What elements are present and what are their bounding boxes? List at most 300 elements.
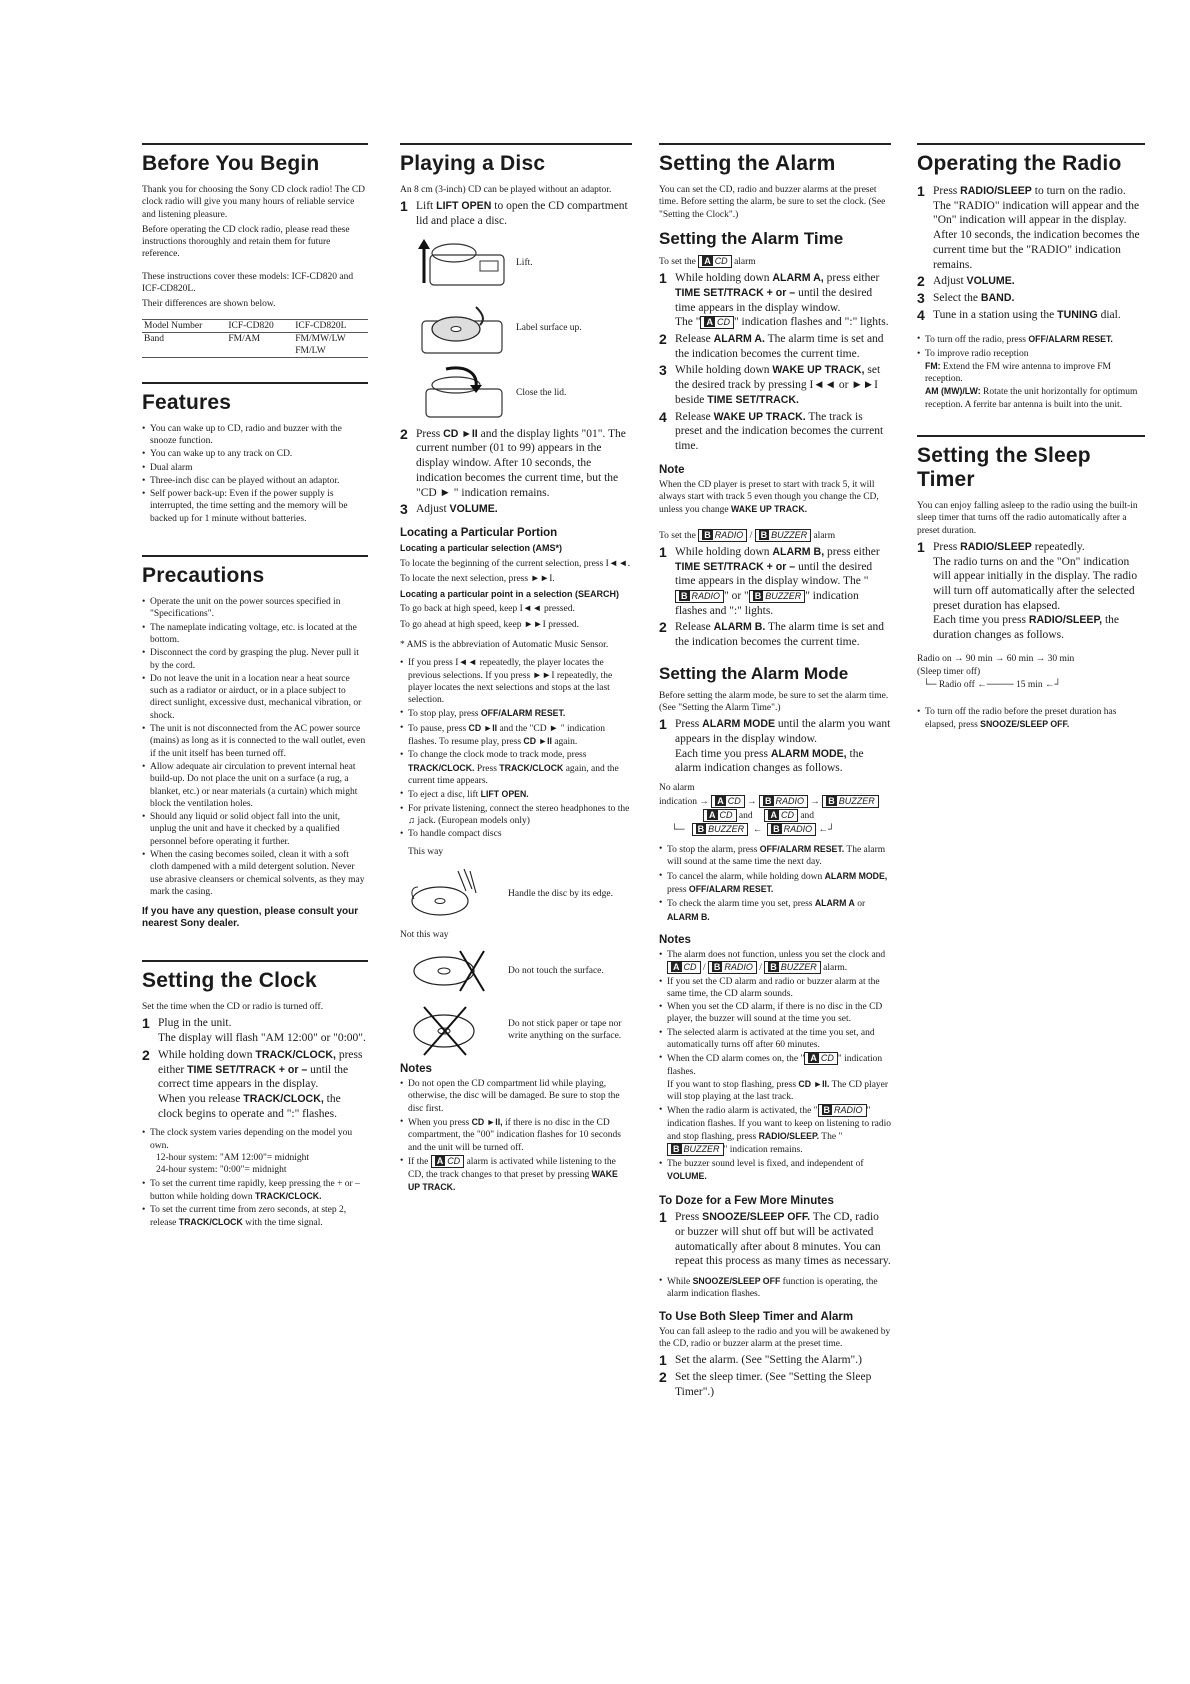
text: with the time signal. (245, 1218, 323, 1229)
chip-text: RADIO (783, 824, 813, 835)
key-time-set-track: TIME SET/TRACK. (707, 393, 799, 406)
text: Press (933, 540, 958, 553)
key-cd-play: CD ►II. (798, 1078, 830, 1089)
text: The CD, radio or buzzer will shut off but will be activated automatically after about 8 minutes. You can repeat this process as many times as necessary. (675, 1211, 891, 1268)
chip-letter: B (828, 796, 835, 807)
heading-alarm-notes: Notes (659, 933, 691, 946)
list-item: • If you press I◄◄ repeatedly, the player locates the previous selections. If you press ►►I repeatedly, the player locates the next selections and stops at the last selection. (400, 657, 632, 706)
chip-letter: B (681, 590, 688, 601)
text: Extend the FM wire antenna to improve FM reception. (925, 361, 1111, 385)
cd-place-disc-illustration (416, 297, 508, 359)
indicator-b-radio (675, 590, 724, 603)
indicator-b-radio (818, 1104, 867, 1117)
text: again, and the current time appears. (408, 763, 619, 786)
step-number: 1 (659, 1352, 667, 1369)
list-item: • If you set the CD alarm and radio or buzzer alarm at the same time, the CD alarm sounds. (659, 976, 891, 1001)
loc2a: To go back at high speed, keep I◄◄ pressed. (400, 604, 575, 615)
text: until the alarm you want appears in the display window. (675, 718, 891, 746)
step-number: 3 (400, 501, 408, 518)
loc1b: To locate the next selection, press ►►I. (400, 573, 555, 584)
text: The buzzer sound level is fixed, and independent of (667, 1158, 864, 1169)
text: " or " (724, 589, 749, 602)
list-item (659, 870, 891, 897)
list-item: • Operate the unit on the power sources specified in "Specifications". (142, 596, 368, 621)
model-table-r2-2 (226, 345, 293, 358)
key-cd-play: CD ►II (443, 427, 478, 440)
text: Rotate the unit horizontally for optimum reception. A ferrite bar antenna is built into the unit. (925, 387, 1138, 410)
clock-notes (142, 1127, 368, 1229)
chip-text: CD (447, 1155, 461, 1166)
key-cd-play: CD ►II (523, 736, 552, 747)
chip-letter: B (760, 529, 768, 540)
clock-step-1-detail: The display will flash "AM 12:00" or "0:00". (158, 1032, 366, 1045)
text: To change the clock mode to track mode, press (408, 750, 587, 761)
ams-note: * AMS is the abbreviation of Automatic Music Sensor. (400, 640, 609, 650)
disc-step-2 (400, 427, 632, 501)
text: The "RADIO" indication will appear and the "On" indication will appear in the display. After 10 seconds, the indication becomes the current time but the "RADIO" indication remains. (933, 199, 1140, 271)
not-this-way: Not this way (400, 929, 449, 940)
chip-text: CD (716, 317, 730, 328)
text: The clock system varies depending on the model you own. (150, 1128, 353, 1151)
chip-letter: A (770, 810, 777, 821)
features-list (142, 423, 368, 525)
key-wake-up-track: WAKE UP TRACK. (408, 1169, 618, 1193)
heading-locating: Locating a Particular Portion (400, 527, 558, 540)
text: press (667, 885, 687, 896)
key-track-clock: TRACK/CLOCK (178, 1217, 243, 1228)
alarm-mode-flow (659, 782, 891, 837)
text: the clock begins to operate and ":" flashes. (158, 1092, 341, 1120)
key-radio-sleep: RADIO/SLEEP, (1028, 614, 1103, 627)
caption-lift: Lift. (516, 257, 533, 268)
text: Each time you press (675, 747, 768, 760)
text: and the display lights "01". The current number (01 to 99) appears in the display window. After 10 seconds, the indication becomes the current time, but the "CD ► " indication remains. (416, 427, 626, 499)
sleep-tips (917, 706, 1145, 732)
list-item: • Disconnect the cord by grasping the plug. Never pull it by the cord. (142, 647, 368, 672)
heading-features: Features (142, 390, 232, 414)
chip-letter: A (673, 962, 680, 973)
list-item: • Allow adequate air circulation to prevent internal heat build-up. Do not place the unit on a surface (a rug, a blanket, etc.) or near materials (a curtain) which might block the ventilation holes. (142, 761, 368, 810)
text: Press (476, 763, 497, 774)
disc-intro: An 8 cm (3-inch) CD can be played without an adaptor. (400, 185, 612, 195)
flow-90min: 90 min (965, 653, 993, 664)
disc-notes (400, 1078, 632, 1195)
heading-alarm-note: Note (659, 463, 685, 476)
text: Each time you press (933, 614, 1026, 627)
indicator-b-buzzer (749, 590, 806, 603)
heading-setting-alarm: Setting the Alarm (659, 152, 836, 175)
list-item (917, 706, 1145, 732)
text: press either (826, 272, 880, 285)
text: Press (675, 1211, 700, 1224)
text: If the (408, 1156, 429, 1167)
text: The alarm does not function, unless you set the clock and (667, 949, 886, 960)
list-item: • The alarm does not function, unless you set the clock and A CD / B RADIO / B BUZZER alarm. (659, 949, 891, 975)
mode-intro: Before setting the alarm mode, be sure to set the alarm time. (See "Setting the Alarm Time".) (659, 690, 889, 714)
chip-letter: B (754, 590, 762, 601)
key-tuning: TUNING (1057, 309, 1098, 322)
text: Set the sleep timer. (See "Setting the Sleep Timer".) (675, 1371, 872, 1398)
step-number: 4 (917, 307, 925, 324)
indicator-b-buzzer (755, 529, 812, 542)
caption-handle-edge: Handle the disc by its edge. (508, 888, 614, 899)
heading-doze: To Doze for a Few More Minutes (659, 1195, 834, 1208)
both-intro: You can fall asleep to the radio and you will be awakened by the CD, radio or buzzer alarm at the preset time. (659, 1326, 891, 1349)
heading-alarm-mode: Setting the Alarm Mode (659, 663, 849, 683)
list-item (400, 1116, 632, 1154)
list-item (142, 1178, 368, 1204)
chip-text: CD (714, 255, 728, 266)
caption-close-lid: Close the lid. (516, 387, 567, 398)
text: To set the current time from zero seconds, at step 2, release (150, 1205, 347, 1229)
key-alarm-a: ALARM A. (713, 333, 765, 345)
key-snooze-sleep-off: SNOOZE/SLEEP OFF. (702, 1211, 811, 1224)
key-snooze-sleep-off: SNOOZE/SLEEP OFF. (980, 719, 1070, 730)
column-4 (917, 143, 1145, 755)
text: When you release (158, 1092, 241, 1105)
chip-text: BUZZER (765, 590, 802, 601)
key-off-alarm-reset: OFF/ALARM RESET. (480, 708, 566, 719)
model-table-h2: ICF-CD820 (226, 319, 293, 332)
heading-alarm-time: Setting the Alarm Time (659, 228, 844, 248)
list-item: • Dual alarm (142, 462, 368, 474)
text: 12-hour system: "AM 12:00"= midnight (156, 1152, 309, 1163)
key-volume: VOLUME. (966, 275, 1015, 288)
text: To set the current time rapidly, keep pressing the + or – button while holding down (150, 1178, 360, 1202)
model-table-h3: ICF-CD820L (293, 319, 368, 332)
heading-sleep-timer: Setting the Sleep Timer (917, 444, 1091, 491)
text: To set the (659, 530, 696, 541)
text: " indication flashes and ":" lights. (733, 316, 889, 329)
section-sleep-timer (917, 435, 1145, 731)
text: the duration changes as follows. (933, 614, 1120, 642)
text: alarm (734, 256, 756, 267)
text: the alarm indication changes as follows. (675, 747, 864, 775)
text: The " (675, 316, 701, 329)
alarm-intro: You can set the CD, radio and buzzer alarms at the preset time. Before setting the alarm, be sure to set the clock. (See "Setting the Clock".) (659, 185, 886, 220)
text: alarm is activated while listening to the CD, the track changes to that preset by pressing (408, 1156, 616, 1181)
alarm-b-step-2 (659, 620, 891, 649)
section-before-you-begin (142, 143, 368, 358)
both-step-1 (659, 1353, 891, 1368)
text: again. (554, 737, 578, 748)
text: The alarm time is set and the indication becomes the current time. (675, 333, 884, 360)
text: Release (675, 621, 711, 634)
radio-step-1 (917, 184, 1145, 272)
step-number: 2 (659, 1369, 667, 1386)
heading-operating-radio: Operating the Radio (917, 152, 1122, 175)
key-off-alarm-reset: OFF/ALARM RESET. (759, 844, 845, 855)
text: The radio turns on and the "On" indication will appear initially in the display. The radio will turn off automatically after the selected preset duration has elapsed. (933, 555, 1138, 612)
text: Release (675, 333, 711, 345)
no-touch-disc-illustration (400, 945, 500, 997)
text: The " (821, 1132, 843, 1143)
indicator-a-cd (703, 809, 737, 822)
key-time-set-track: TIME SET/TRACK + or – (187, 1063, 308, 1076)
list-item (659, 1052, 891, 1103)
key-volume: VOLUME. (449, 503, 498, 516)
model-table-r2-1 (142, 345, 226, 358)
text: The CD player will stop playing at the last track. (667, 1079, 889, 1103)
alarm-a-step-2 (659, 332, 891, 361)
text: if there is no disc in the CD compartment, the "00" indication flashes for 10 seconds and the unit will be turned off. (408, 1117, 622, 1153)
doze-step-1 (659, 1210, 891, 1269)
flow-and: and (738, 811, 753, 822)
key-time-set-track: TIME SET/TRACK + or – (675, 560, 796, 573)
caption-label-up: Label surface up. (516, 322, 582, 333)
step-number: 3 (659, 362, 667, 379)
list-item (400, 749, 632, 787)
text: While holding down (158, 1048, 253, 1061)
sleep-intro: You can enjoy falling asleep to the radio using the built-in sleep timer that turns off the radio automatically after a preset duration. (917, 501, 1138, 536)
column-1 (142, 143, 368, 1254)
sleep-step-1 (917, 540, 1145, 643)
chip-letter: A (717, 796, 724, 807)
heading-precautions: Precautions (142, 564, 265, 588)
text: to open the CD compartment lid and place a disc. (416, 200, 628, 227)
key-track-clock: TRACK/CLOCK. (408, 762, 475, 773)
step-number: 2 (659, 331, 667, 347)
before-p4: Their differences are shown below. (142, 299, 276, 310)
indicator-b-buzzer (764, 961, 821, 974)
text: press either (158, 1048, 363, 1076)
text: " indication flashes and ":" lights. (675, 589, 859, 617)
model-table-h1: Model Number (142, 319, 226, 332)
text: until the desired time appears in the display window. (675, 286, 873, 314)
model-table-r2-3: FM/LW (293, 345, 368, 358)
list-item: • Self power back-up: Even if the power supply is interrupted, the time setting and the memory will be backed up for 1 minute without batteries. (142, 488, 368, 525)
radio-step-4 (917, 308, 1145, 323)
step-number: 1 (659, 543, 667, 560)
indicator-b-buzzer (667, 1143, 724, 1156)
text: While holding down (675, 364, 770, 377)
text: While (667, 1277, 691, 1288)
flow-no-alarm: No alarm (659, 783, 695, 794)
indicator-b-radio (767, 823, 816, 836)
text: To turn off the radio, press (925, 335, 1026, 346)
text: Adjust (933, 275, 964, 288)
text: To pause, press (408, 723, 467, 734)
text: or (857, 899, 866, 910)
chip-text: BUZZER (683, 1144, 720, 1155)
text: To check the alarm time you set, press (667, 899, 813, 910)
text: Press (416, 427, 441, 440)
model-table (142, 319, 368, 358)
chip-text: CD (820, 1053, 834, 1064)
before-p2: Before operating the CD clock radio, please read these instructions thoroughly and retain them for future reference. (142, 224, 350, 260)
key-alarm-b: ALARM B, (772, 545, 825, 558)
before-p1: Thank you for choosing the Sony CD clock radio! The CD clock radio will give you many hours of reliable service and listening pleasure. (142, 185, 366, 220)
key-lift-open: LIFT OPEN. (480, 789, 529, 800)
before-p3: These instructions cover these models: ICF-CD820 and ICF-CD820L. (142, 271, 354, 295)
key-wake-up-track: WAKE UP TRACK. (713, 410, 806, 423)
text: To stop the alarm, press (667, 845, 758, 856)
list-item (659, 1104, 891, 1156)
doze-tips (659, 1275, 891, 1301)
chip-text: RADIO (834, 1105, 863, 1116)
to-set-b: To set the B RADIO / B BUZZER alarm (659, 529, 836, 541)
text: dial. (1100, 309, 1121, 322)
chip-letter: B (770, 962, 777, 973)
step-number: 1 (659, 270, 667, 287)
indicator-a-cd (764, 809, 798, 822)
sleep-duration-flow (917, 653, 1145, 692)
key-radio-sleep: RADIO/SLEEP (960, 185, 1032, 197)
key-track-clock: TRACK/CLOCK (499, 762, 564, 773)
radio-step-2 (917, 274, 1145, 289)
text: The track is preset and the indication becomes the current time. (675, 410, 884, 452)
step-number: 1 (659, 1209, 667, 1226)
step-number: 2 (659, 619, 667, 636)
indicator-a-cd (700, 316, 734, 329)
list-item: • When the casing becomes soiled, clean it with a soft cloth dampened with a mild detergent solution. Never use abrasive cleansers or chemical solvents, as they may mark the casing. (142, 849, 368, 898)
alarm-a-step-1 (659, 271, 891, 330)
clock-intro: Set the time when the CD or radio is turned off. (142, 1002, 324, 1013)
alarm-notes (659, 949, 891, 1183)
cd-lid-lift-illustration (416, 233, 508, 293)
step-number: 1 (659, 716, 667, 733)
key-snooze-sleep-off: SNOOZE/SLEEP OFF (692, 1276, 781, 1287)
flow-radio-off: Radio off (938, 679, 975, 690)
disc-step-3 (400, 502, 632, 517)
caption-no-paper: Do not stick paper or tape nor write anything on the surface. (508, 1019, 622, 1042)
text: until the correct time appears in the display. (158, 1063, 349, 1091)
model-table-r3: FM/MW/LW (295, 333, 346, 344)
label-fm: FM: (925, 360, 941, 371)
to-set-a (659, 255, 891, 268)
label-am-mw-lw: AM (MW)/LW: (925, 386, 981, 397)
list-item (917, 348, 1145, 411)
list-item: • Three-inch disc can be played without an adaptor. (142, 475, 368, 487)
heading-setting-clock: Setting the Clock (142, 969, 317, 993)
heading-playing-disc: Playing a Disc (400, 152, 546, 175)
heading-before-you-begin: Before You Begin (142, 152, 320, 175)
step-number: 2 (400, 425, 408, 442)
text: To turn off the radio before the preset duration has elapsed, press (925, 706, 1117, 731)
text: alarm (813, 530, 836, 541)
key-track-clock: TRACK/CLOCK, (243, 1092, 324, 1105)
column-2 (400, 143, 632, 1219)
list-item (659, 897, 891, 924)
disc-illustrations (400, 233, 632, 423)
indicator-b-buzzer (692, 823, 749, 836)
key-alarm-a: ALARM A (814, 898, 855, 909)
text: Select the (933, 292, 979, 305)
heading-both: To Use Both Sleep Timer and Alarm (659, 1310, 854, 1323)
chip-text: BUZZER (771, 529, 808, 540)
list-item: • Do not leave the unit in a location near a heat source such as a radiator or airduct, or in a place subject to direct sunlight, excessive dust, mechanical vibration, or shock. (142, 673, 368, 722)
key-band: BAND. (980, 292, 1015, 305)
list-item (917, 333, 1145, 346)
indicator-a-cd (711, 795, 745, 808)
indicator-b-radio (759, 795, 808, 808)
alarm-mode-step-1 (659, 717, 891, 776)
illus-no-paper (400, 1001, 632, 1059)
text: To stop play, press (408, 709, 479, 720)
chip-letter: B (697, 824, 705, 835)
text: To improve radio reception (925, 348, 1029, 359)
chip-text: RADIO (724, 962, 753, 973)
list-item (400, 788, 632, 801)
indicator-b-radio (698, 529, 747, 542)
chip-letter: B (713, 962, 721, 973)
text: alarm. (823, 963, 848, 974)
text: " indication remains. (723, 1145, 803, 1156)
loc1a: To locate the beginning of the current selection, press I◄◄. (400, 558, 630, 569)
key-lift-open: LIFT OPEN (436, 200, 492, 213)
step-number: 1 (917, 183, 925, 199)
text: While holding down (675, 545, 770, 558)
illus-label (416, 297, 632, 359)
step-number: 3 (917, 290, 925, 307)
text: function is operating, the alarm indication flashes. (667, 1277, 878, 1300)
text: If you want to stop flashing, press (667, 1079, 797, 1090)
chip-letter: A (810, 1053, 817, 1064)
clock-step-1 (142, 1016, 368, 1045)
indicator-a-cd (431, 1155, 465, 1168)
text: When the CD player is preset to start with track 5, it will always start with track 5 even though you change the CD, unless you change (659, 479, 879, 516)
hand-holding-disc-illustration (400, 863, 500, 925)
text: Release (675, 410, 711, 423)
chip-letter: B (765, 796, 772, 807)
key-off-alarm-reset: OFF/ALARM RESET. (688, 884, 774, 895)
illus-lift (416, 233, 632, 293)
clock-step-1-text: Plug in the unit. (158, 1017, 232, 1030)
list-item: • Should any liquid or solid object fall into the unit, unplug the unit and have it checked by a qualified personnel before operating it further. (142, 811, 368, 848)
text: " indication flashes. If you want to keep on listening to radio and stop flashing, press (667, 1106, 891, 1143)
key-off-alarm-reset: OFF/ALARM RESET. (1028, 334, 1113, 345)
section-operating-radio (917, 143, 1145, 411)
text: Press (933, 185, 958, 197)
key-wake-up-track: WAKE UP TRACK. (731, 504, 808, 515)
text: To cancel the alarm, while holding down (667, 871, 823, 882)
text: press either (827, 545, 880, 558)
chip-letter: A (706, 317, 713, 328)
list-item: • The nameplate indicating voltage, etc. is located at the bottom. (142, 622, 368, 647)
text: The alarm will sound at the same time the next day. (667, 845, 886, 868)
heading-disc-notes: Notes (400, 1063, 432, 1076)
step-number: 2 (917, 273, 925, 290)
text: and the "CD ► " indication flashes. To resume play, press (408, 723, 606, 748)
radio-step-3 (917, 291, 1145, 306)
chip-text: CD (780, 810, 794, 821)
key-cd-play: CD ►II, (471, 1116, 503, 1127)
illus-close (416, 363, 632, 423)
list-item (659, 1158, 891, 1184)
list-item (659, 843, 891, 869)
text: The alarm time is set and the indication becomes the current time. (675, 621, 884, 649)
key-alarm-mode: ALARM MODE (702, 718, 776, 731)
step-number: 4 (659, 408, 667, 425)
key-alarm-a: ALARM A, (772, 272, 824, 285)
column-3 (659, 143, 891, 1424)
list-item: • You can wake up to any track on CD. (142, 448, 368, 460)
key-alarm-mode: ALARM MODE, (770, 747, 847, 760)
model-table-r1: Band (144, 333, 165, 344)
text: When you press (408, 1117, 470, 1128)
alarm-b-step-1 (659, 545, 891, 619)
radio-tips (917, 333, 1145, 411)
indicator-a-cd (667, 961, 701, 974)
text: Set the alarm. (See "Setting the Alarm".) (675, 1354, 862, 1367)
cd-close-lid-illustration (416, 363, 508, 423)
illus-handle (400, 863, 632, 925)
key-cd-play: CD ►II (468, 722, 498, 733)
list-item (400, 1155, 632, 1195)
list-item (659, 1275, 891, 1301)
section-features (142, 382, 368, 525)
list-item: • When you set the CD alarm, if there is no disc in the CD player, the buzzer will sound at the time you set. (659, 1001, 891, 1026)
